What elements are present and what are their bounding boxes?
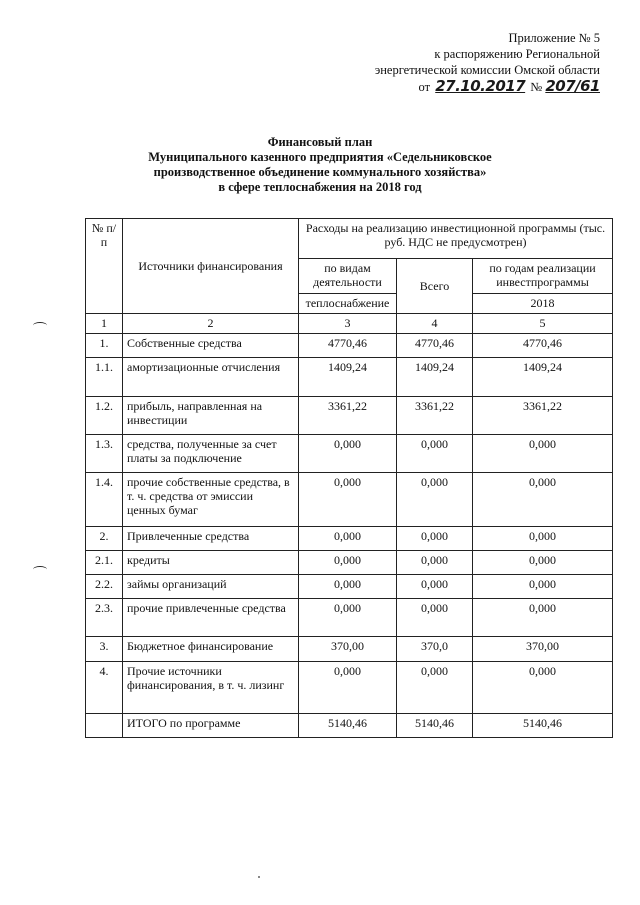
row-total-value: 5140,46 (397, 714, 473, 738)
row-name: кредиты (123, 551, 299, 575)
row-total-value: 4770,46 (397, 334, 473, 358)
row-activity-value: 0,000 (299, 599, 397, 637)
header-source: Источники финансирования (123, 219, 299, 314)
row-num: 3. (86, 637, 123, 662)
row-total-value: 0,000 (397, 662, 473, 714)
row-activity-value: 4770,46 (299, 334, 397, 358)
table-row (86, 334, 613, 358)
row-year-value: 370,00 (473, 637, 613, 662)
row-total-value: 3361,22 (397, 397, 473, 435)
table-row (86, 662, 613, 714)
row-name: средства, полученные за счет платы за подключение (123, 435, 299, 473)
table-row (86, 575, 613, 599)
header-by-activity: по видам деятельности (299, 259, 397, 294)
header-total: Всего (397, 259, 473, 314)
column-numbers-row (86, 314, 613, 334)
row-total-value: 0,000 (397, 435, 473, 473)
table-row (86, 551, 613, 575)
table-row (86, 435, 613, 473)
row-num: 2.1. (86, 551, 123, 575)
header-year: 2018 (473, 294, 613, 314)
row-num: 1.1. (86, 358, 123, 397)
row-name: амортизационные отчисления (123, 358, 299, 397)
row-total-value: 0,000 (397, 551, 473, 575)
row-total-value: 0,000 (397, 599, 473, 637)
row-name: прибыль, направленная на инвестиции (123, 397, 299, 435)
row-num: 1.4. (86, 473, 123, 527)
row-num (86, 714, 123, 738)
row-name: Прочие источники финансирования, в т. ч. лизинг (123, 662, 299, 714)
appendix-commission: энергетической комиссии Омской области (374, 63, 600, 77)
punch-hole-mark (33, 322, 47, 329)
title-line-4: в сфере теплоснабжения на 2018 год (218, 180, 422, 194)
row-num: 1. (86, 334, 123, 358)
document-title (60, 135, 580, 195)
table-row (86, 599, 613, 637)
appendix-date-line (300, 78, 600, 95)
header-num: № п/п (86, 219, 123, 314)
row-year-value: 1409,24 (473, 358, 613, 397)
col-number: 1 (86, 314, 123, 334)
row-total-value: 0,000 (397, 473, 473, 527)
appendix-order-ref: к распоряжению Региональной (434, 47, 600, 61)
header-by-years: по годам реализации инвестпрограммы (473, 259, 613, 294)
handwritten-number: 207/61 (545, 77, 600, 95)
row-year-value: 0,000 (473, 435, 613, 473)
row-name: ИТОГО по программе (123, 714, 299, 738)
col-number: 2 (123, 314, 299, 334)
row-activity-value: 0,000 (299, 527, 397, 551)
row-year-value: 0,000 (473, 473, 613, 527)
row-num: 1.2. (86, 397, 123, 435)
row-num: 4. (86, 662, 123, 714)
row-name: прочие собственные средства, в т. ч. средства от эмиссии ценных бумаг (123, 473, 299, 527)
row-activity-value: 5140,46 (299, 714, 397, 738)
row-activity-value: 0,000 (299, 435, 397, 473)
row-activity-value: 370,00 (299, 637, 397, 662)
table-row (86, 358, 613, 397)
row-name: Собственные средства (123, 334, 299, 358)
col-number: 5 (473, 314, 613, 334)
row-year-value: 4770,46 (473, 334, 613, 358)
table-row (86, 397, 613, 435)
row-num: 2. (86, 527, 123, 551)
title-line-3: производственное объединение коммунального хозяйства» (153, 165, 487, 179)
table-row (86, 527, 613, 551)
row-activity-value: 0,000 (299, 551, 397, 575)
title-line-2: Муниципального казенного предприятия «Седельниковское (148, 150, 492, 164)
row-total-value: 0,000 (397, 575, 473, 599)
number-prefix: № (530, 80, 543, 94)
title-line-1: Финансовый план (267, 135, 373, 149)
row-num: 2.2. (86, 575, 123, 599)
row-activity-value: 0,000 (299, 662, 397, 714)
row-name: Привлеченные средства (123, 527, 299, 551)
handwritten-date: 27.10.2017 (435, 77, 526, 95)
row-year-value: 0,000 (473, 527, 613, 551)
col-number: 3 (299, 314, 397, 334)
row-num: 2.3. (86, 599, 123, 637)
col-number: 4 (397, 314, 473, 334)
row-total-value: 0,000 (397, 527, 473, 551)
header-expenses: Расходы на реализацию инвестиционной программы (тыс. руб. НДС не предусмотрен) (299, 219, 613, 259)
date-prefix: от (418, 80, 431, 94)
row-name: прочие привлеченные средства (123, 599, 299, 637)
row-year-value: 3361,22 (473, 397, 613, 435)
row-total-value: 1409,24 (397, 358, 473, 397)
row-name: Бюджетное финансирование (123, 637, 299, 662)
row-name: займы организаций (123, 575, 299, 599)
table-row (86, 637, 613, 662)
table-row (86, 473, 613, 527)
financial-plan-table (85, 218, 613, 738)
row-year-value: 5140,46 (473, 714, 613, 738)
table-row-total (86, 714, 613, 738)
appendix-title: Приложение № 5 (508, 31, 600, 45)
row-activity-value: 0,000 (299, 575, 397, 599)
row-num: 1.3. (86, 435, 123, 473)
row-activity-value: 0,000 (299, 473, 397, 527)
row-activity-value: 3361,22 (299, 397, 397, 435)
row-year-value: 0,000 (473, 551, 613, 575)
row-total-value: 370,0 (397, 637, 473, 662)
row-year-value: 0,000 (473, 662, 613, 714)
punch-hole-mark (33, 566, 47, 573)
row-year-value: 0,000 (473, 575, 613, 599)
row-year-value: 0,000 (473, 599, 613, 637)
page-speck (258, 876, 260, 878)
header-activity-name: теплоснабжение (299, 294, 397, 314)
row-activity-value: 1409,24 (299, 358, 397, 397)
appendix-block (300, 30, 600, 95)
